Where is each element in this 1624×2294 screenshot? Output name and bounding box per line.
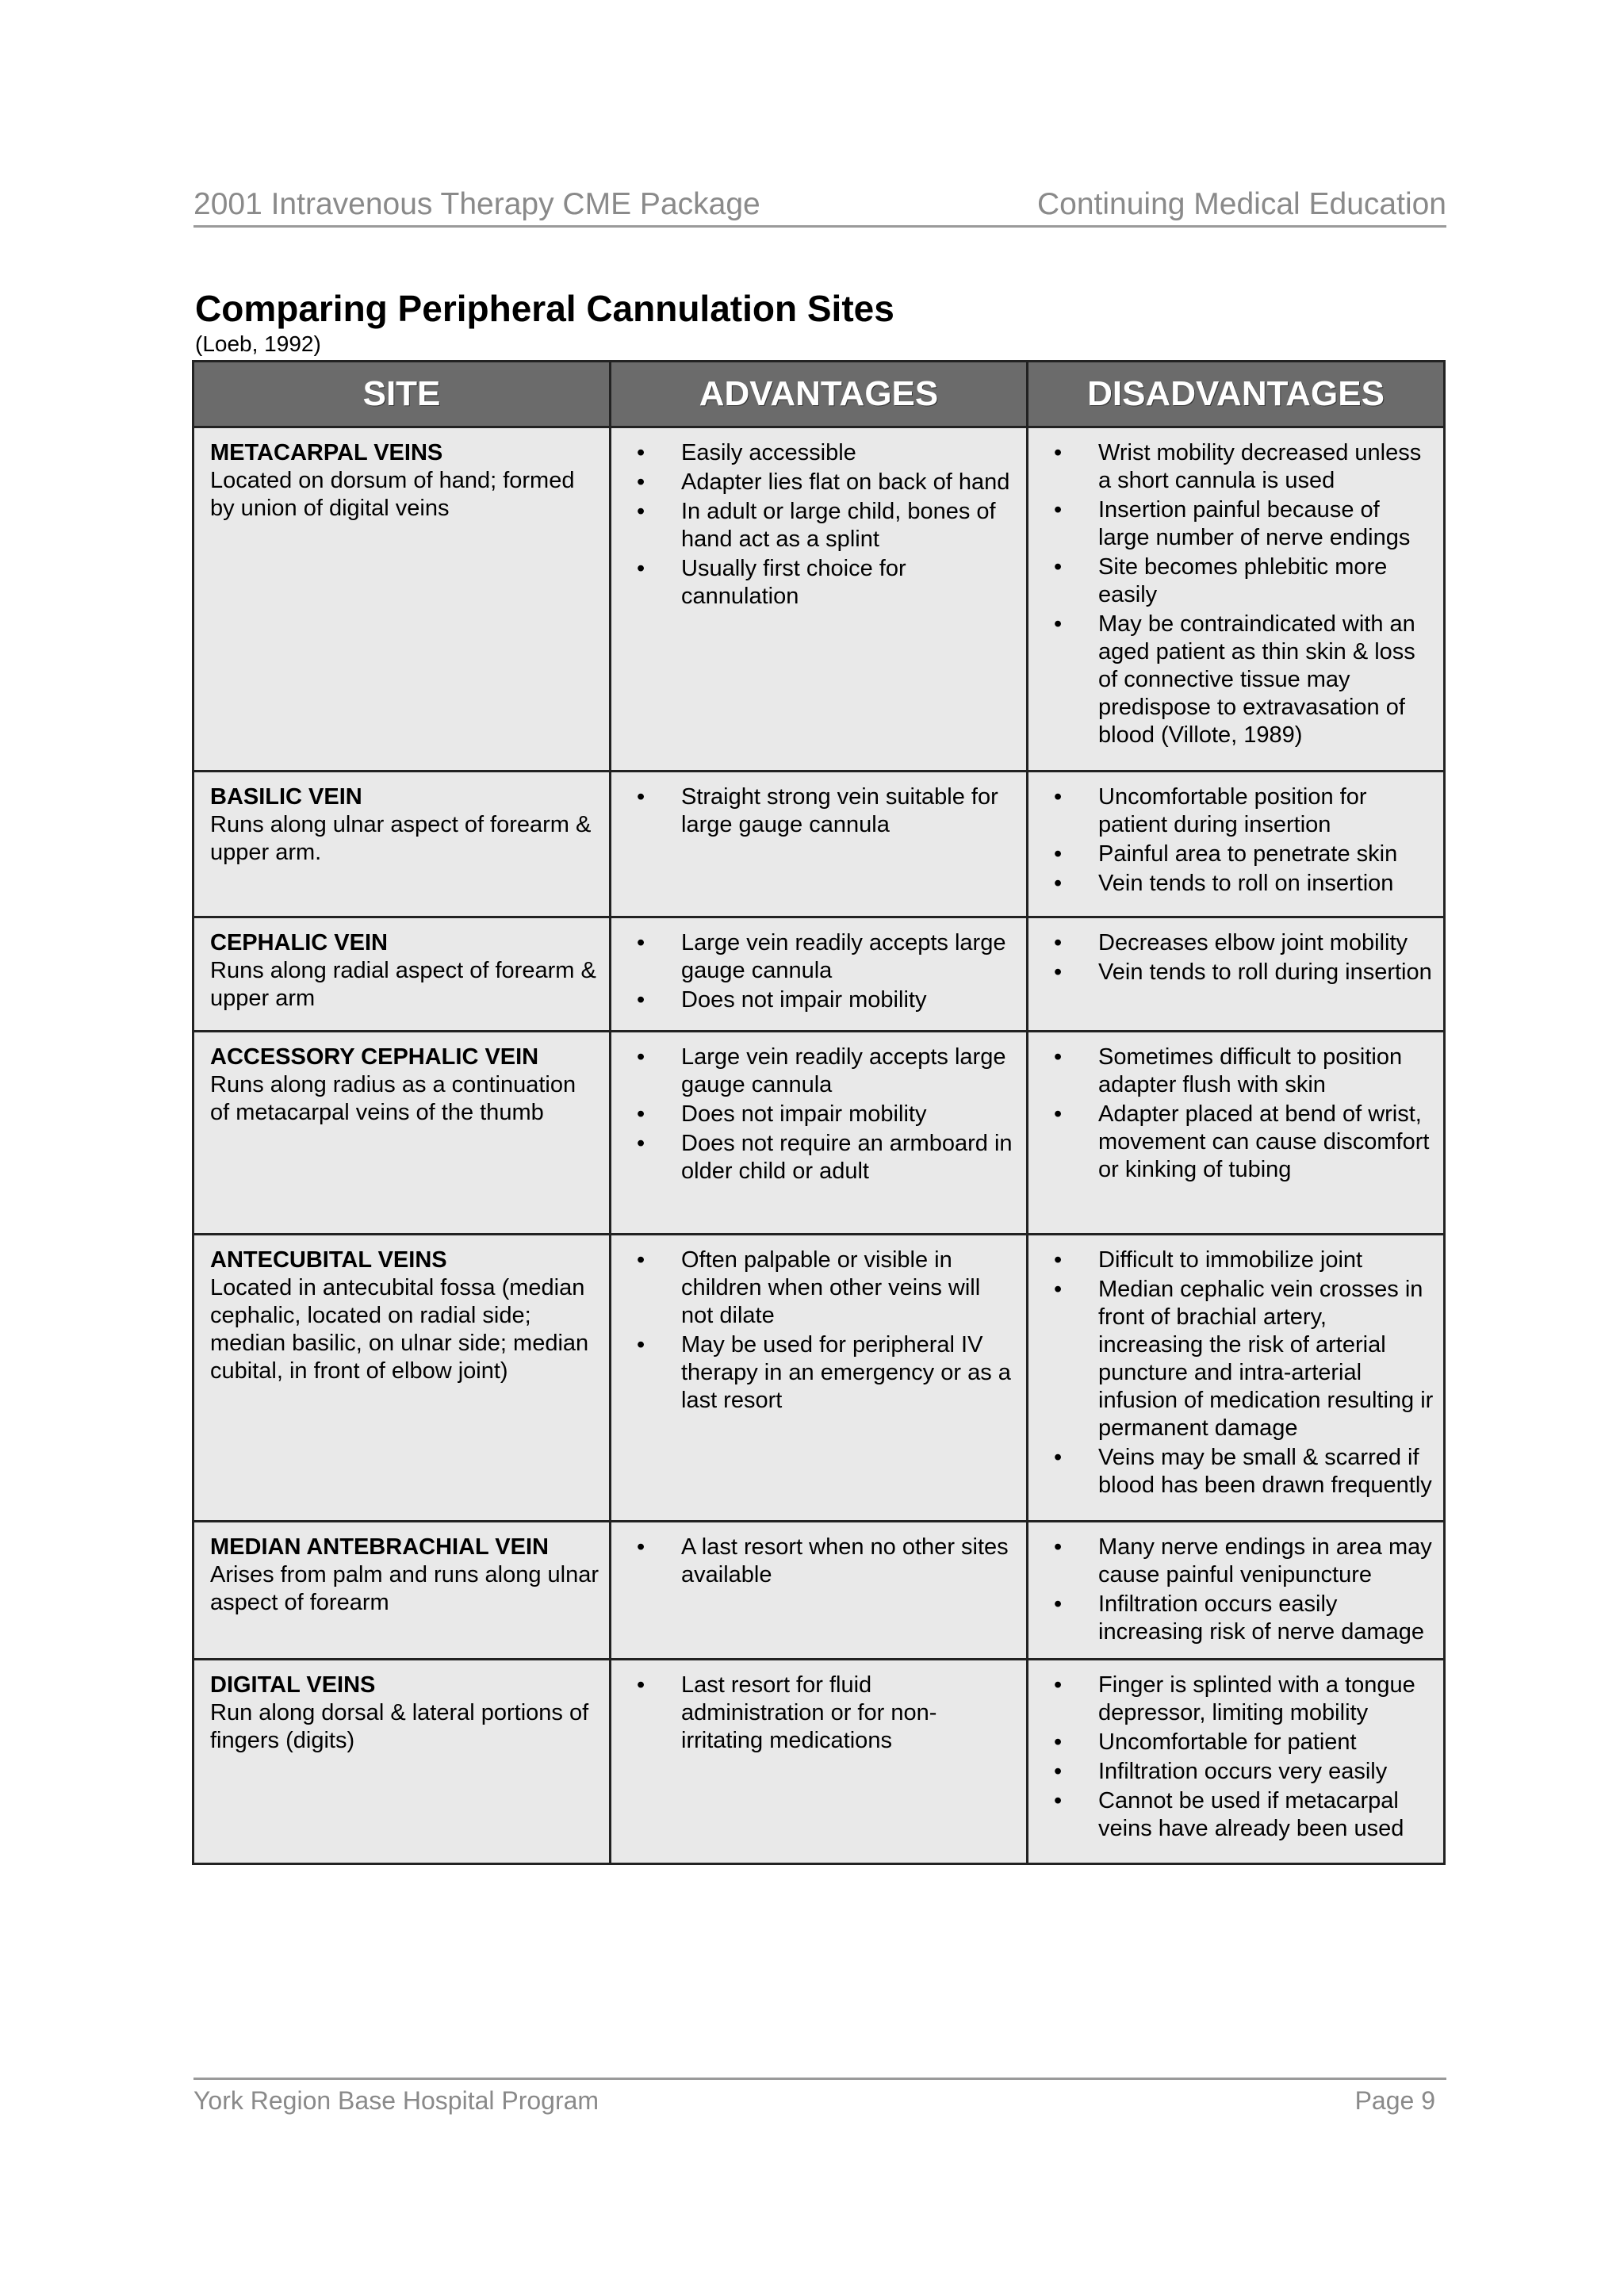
site-description: Run along dorsal & lateral portions of fingers (digits) — [210, 1700, 589, 1753]
site-cell — [193, 1660, 611, 1864]
advantage-item: • May be used for peripheral IV therapy in an emergency or as a last resort — [627, 1331, 1017, 1415]
table-row — [193, 917, 1445, 1032]
disadvantages-cell — [1028, 917, 1445, 1032]
disadvantage-item: • Veins may be small & scarred if blood has been drawn frequently — [1044, 1444, 1434, 1499]
site-description: Located in antecubital fossa (median cephalic, located on radial side; median basilic, on ulnar side; median cubital, in front of elbow joint) — [210, 1275, 589, 1384]
header-right-text: Continuing Medical Education — [1037, 187, 1446, 221]
disadvantages-cell — [1028, 1032, 1445, 1235]
advantage-item: • Adapter lies flat on back of hand — [627, 469, 1017, 496]
advantage-item: • A last resort when no other sites available — [627, 1534, 1017, 1589]
disadvantage-item: • Difficult to immobilize joint — [1044, 1247, 1434, 1274]
advantage-item: • Last resort for fluid administration or for non-irritating medications — [627, 1672, 1017, 1755]
page-number: Page 9 — [1354, 2086, 1435, 2115]
site-name: ANTECUBITAL VEINS — [210, 1247, 447, 1273]
disadvantage-item: • Finger is splinted with a tongue depressor, limiting mobility — [1044, 1672, 1434, 1727]
advantage-item: • Large vein readily accepts large gauge cannula — [627, 929, 1017, 985]
disadvantage-item: • Wrist mobility decreased unless a short cannula is used — [1044, 439, 1434, 495]
site-description: Arises from palm and runs along ulnar aspect of forearm — [210, 1562, 599, 1615]
disadvantages-list — [1044, 1672, 1434, 1843]
advantages-list — [627, 929, 1017, 1014]
site-cell — [193, 1235, 611, 1522]
disadvantage-item: • Decreases elbow joint mobility — [1044, 929, 1434, 957]
advantage-item: • Usually first choice for cannulation — [627, 555, 1017, 611]
advantages-list — [627, 1044, 1017, 1185]
disadvantages-list — [1044, 783, 1434, 898]
advantage-item: • Easily accessible — [627, 439, 1017, 467]
advantage-item: • Does not impair mobility — [627, 1101, 1017, 1128]
disadvantage-item: • Vein tends to roll on insertion — [1044, 870, 1434, 898]
advantage-item: • Straight strong vein suitable for large gauge cannula — [627, 783, 1017, 839]
advantage-item: • In adult or large child, bones of hand act as a splint — [627, 498, 1017, 553]
table-row — [193, 1235, 1445, 1522]
site-cell — [193, 772, 611, 917]
disadvantages-list — [1044, 1534, 1434, 1646]
disadvantages-list — [1044, 439, 1434, 749]
disadvantage-item: • Uncomfortable for patient — [1044, 1729, 1434, 1756]
page-header — [193, 187, 1446, 228]
site-name: MEDIAN ANTEBRACHIAL VEIN — [210, 1534, 549, 1560]
advantages-cell — [611, 1522, 1028, 1660]
site-cell — [193, 1522, 611, 1660]
disadvantages-cell — [1028, 1235, 1445, 1522]
disadvantage-item: • Site becomes phlebitic more easily — [1044, 553, 1434, 609]
advantages-cell — [611, 1660, 1028, 1864]
advantage-item: • Does not require an armboard in older child or adult — [627, 1130, 1017, 1185]
table-row — [193, 1032, 1445, 1235]
disadvantages-cell — [1028, 1522, 1445, 1660]
disadvantage-item: • Many nerve endings in area may cause painful venipuncture — [1044, 1534, 1434, 1589]
disadvantage-item: • Cannot be used if metacarpal veins have already been used — [1044, 1787, 1434, 1843]
advantages-cell — [611, 427, 1028, 772]
advantages-cell — [611, 772, 1028, 917]
site-description: Runs along radial aspect of forearm & upper arm — [210, 958, 596, 1011]
disadvantage-item: • Insertion painful because of large number of nerve endings — [1044, 496, 1434, 552]
disadvantages-list — [1044, 1247, 1434, 1499]
advantages-list — [627, 439, 1017, 611]
advantages-list — [627, 1534, 1017, 1589]
table-body — [193, 427, 1445, 1864]
site-name: BASILIC VEIN — [210, 784, 362, 810]
table-row — [193, 1522, 1445, 1660]
advantages-cell — [611, 1235, 1028, 1522]
table-row — [193, 427, 1445, 772]
advantages-list — [627, 1247, 1017, 1415]
site-name: CEPHALIC VEIN — [210, 930, 388, 956]
disadvantage-item: • Adapter placed at bend of wrist, movement can cause discomfort or kinking of tubing — [1044, 1101, 1434, 1184]
disadvantages-cell — [1028, 427, 1445, 772]
disadvantages-cell — [1028, 772, 1445, 917]
column-header-disadvantages: DISADVANTAGES — [1028, 362, 1445, 427]
advantages-list — [627, 783, 1017, 839]
disadvantage-item: • May be contraindicated with an aged patient as thin skin & loss of connective tissue may predispose to extravasation of blood (Villote, 1989) — [1044, 611, 1434, 749]
site-description: Runs along ulnar aspect of forearm & upper arm. — [210, 812, 592, 865]
site-description: Located on dorsum of hand; formed by union of digital veins — [210, 468, 575, 521]
disadvantage-item: • Vein tends to roll during insertion — [1044, 959, 1434, 986]
footer-left-text: York Region Base Hospital Program — [193, 2086, 599, 2115]
advantages-cell — [611, 917, 1028, 1032]
disadvantage-item: • Painful area to penetrate skin — [1044, 841, 1434, 868]
advantage-item: • Often palpable or visible in children when other veins will not dilate — [627, 1247, 1017, 1330]
disadvantages-cell — [1028, 1660, 1445, 1864]
disadvantages-list — [1044, 1044, 1434, 1184]
disadvantage-item: • Sometimes difficult to position adapter flush with skin — [1044, 1044, 1434, 1099]
site-cell — [193, 427, 611, 772]
site-name: ACCESSORY CEPHALIC VEIN — [210, 1044, 539, 1070]
advantages-cell — [611, 1032, 1028, 1235]
disadvantage-item: • Infiltration occurs very easily — [1044, 1758, 1434, 1786]
advantage-item: • Does not impair mobility — [627, 986, 1017, 1014]
advantages-list — [627, 1672, 1017, 1755]
table-row — [193, 1660, 1445, 1864]
column-header-site: SITE — [193, 362, 611, 427]
site-description: Runs along radius as a continuation of metacarpal veins of the thumb — [210, 1072, 576, 1125]
column-header-advantages: ADVANTAGES — [611, 362, 1028, 427]
site-name: DIGITAL VEINS — [210, 1672, 376, 1698]
cannulation-sites-table — [192, 360, 1446, 1865]
disadvantage-item: • Infiltration occurs easily increasing risk of nerve damage — [1044, 1591, 1434, 1646]
citation: (Loeb, 1992) — [195, 331, 321, 356]
page-footer — [193, 2078, 1446, 2116]
site-name: METACARPAL VEINS — [210, 440, 443, 465]
site-cell — [193, 1032, 611, 1235]
header-left-text: 2001 Intravenous Therapy CME Package — [193, 187, 760, 221]
table-header-row — [193, 362, 1445, 427]
disadvantage-item: • Uncomfortable position for patient during insertion — [1044, 783, 1434, 839]
table-row — [193, 772, 1445, 917]
document-title: Comparing Peripheral Cannulation Sites — [195, 288, 894, 329]
disadvantage-item: • Median cephalic vein crosses in front of brachial artery, increasing the risk of arterial puncture and intra-arterial infusion of medication resulting ir permanent damage — [1044, 1276, 1434, 1442]
advantage-item: • Large vein readily accepts large gauge cannula — [627, 1044, 1017, 1099]
site-cell — [193, 917, 611, 1032]
disadvantages-list — [1044, 929, 1434, 986]
